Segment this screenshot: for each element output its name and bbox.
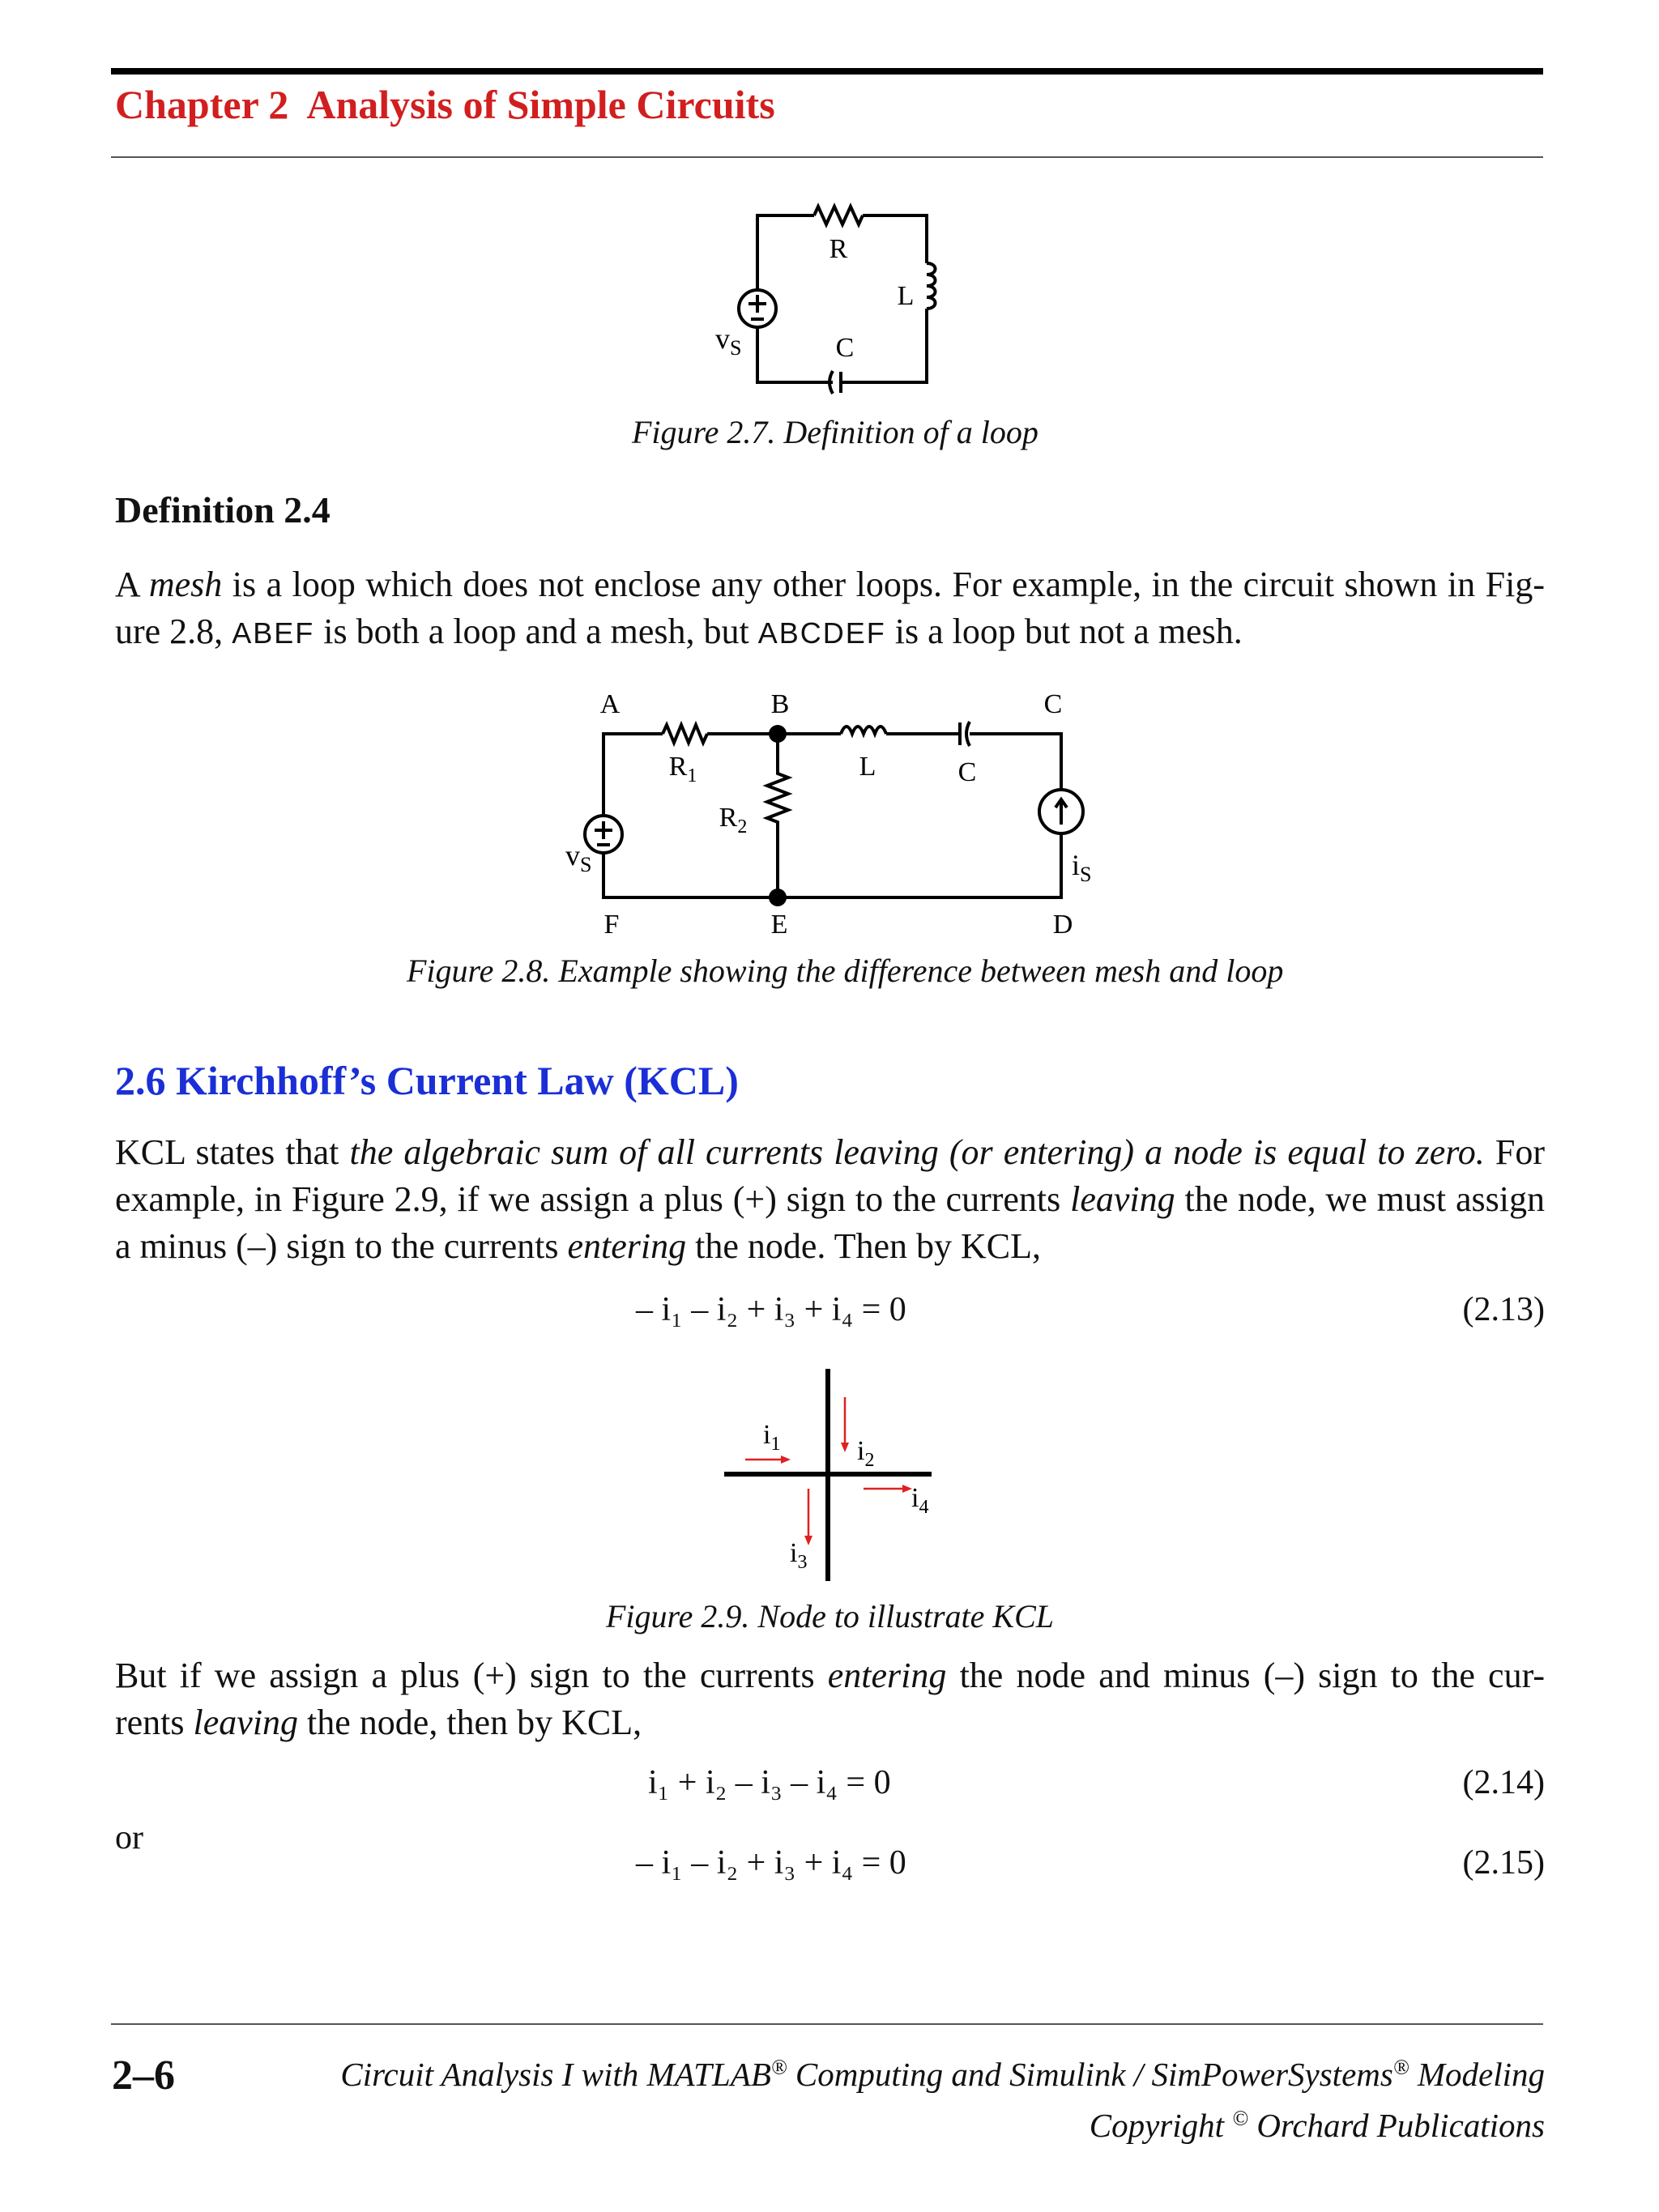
fig28-node-c: C xyxy=(1043,689,1063,719)
figure-2-7-caption: Figure 2.7. Definition of a loop xyxy=(632,414,1038,450)
figure-2-9-node xyxy=(713,1369,988,1588)
equation-number-2-15: (2.15) xyxy=(1462,1844,1545,1882)
chapter-name: Analysis of Simple Circuits xyxy=(306,82,775,127)
header-bottom-rule xyxy=(111,156,1543,158)
fig28-label-r1: $R_1$ xyxy=(668,752,697,786)
figure-2-8-circuit xyxy=(551,688,1118,948)
fig28-label-vs: $v_S$ xyxy=(565,839,592,876)
kcl-line-1: KCL states that the algebraic sum of all currents leaving (or entering) a node is equal to zero. For xyxy=(115,1132,1546,1172)
fig28-node-d: D xyxy=(1052,910,1073,940)
equation-number-2-14: (2.14) xyxy=(1462,1764,1545,1801)
chapter-title xyxy=(115,81,793,128)
definition-paragraph xyxy=(115,561,1545,657)
fig29-label-i3: $i_3$ xyxy=(790,1538,808,1573)
fig29-label-i2: $i_2$ xyxy=(857,1436,875,1471)
equation-2-15: – i₁ – i₂ + i₃ + i₄ = 0 xyxy=(636,1844,906,1882)
footer-rule xyxy=(111,2023,1543,2025)
kcl-line-3: a minus (–) sign to the currents entering the node. Then by KCL, xyxy=(115,1226,1041,1266)
equation-number-2-13: (2.13) xyxy=(1462,1291,1545,1328)
fig28-label-r2: $R_2$ xyxy=(719,803,748,837)
section-heading: 2.6 Kirchhoff’s Current Law (KCL) xyxy=(115,1058,739,1103)
kcl2-line-2: rents leaving the node, then by KCL, xyxy=(115,1703,642,1742)
definition-line-1: A mesh is a loop which does not enclose any other loops. For example, in the circuit shown in Fig- xyxy=(115,565,1545,604)
fig29-label-i4: $i_4$ xyxy=(911,1483,929,1518)
fig28-label-l: L xyxy=(859,752,876,782)
kcl2-line-1: But if we assign a plus (+) sign to the currents entering the node and minus (–) sign to the cur- xyxy=(115,1656,1545,1695)
fig28-node-b: B xyxy=(770,689,790,719)
fig28-node-e: E xyxy=(770,910,788,940)
definition-heading: Definition 2.4 xyxy=(115,489,331,531)
figure-2-7-circuit xyxy=(689,194,996,397)
fig27-label-vs: $v_S$ xyxy=(715,322,742,360)
equation-2-13: – i₁ – i₂ + i₃ + i₄ = 0 xyxy=(636,1291,906,1328)
fig27-label-r: R xyxy=(829,234,848,264)
footer-book-title: Circuit Analysis I with MATLAB® Computing and Simulink / SimPowerSystems® Modeling xyxy=(340,2055,1545,2093)
fig27-label-l: L xyxy=(897,281,915,311)
kcl-paragraph xyxy=(115,1129,1545,1270)
equation-2-14: i₁ + i₂ – i₃ – i₄ = 0 xyxy=(648,1764,891,1801)
fig28-node-a: A xyxy=(599,689,621,719)
figure-2-9-caption: Figure 2.9. Node to illustrate KCL xyxy=(606,1598,1054,1634)
fig28-node-f: F xyxy=(603,910,620,940)
fig28-label-c: C xyxy=(957,757,977,787)
fig28-label-is: $i_S$ xyxy=(1072,849,1092,886)
figure-2-8-caption: Figure 2.8. Example showing the difference between mesh and loop xyxy=(407,953,1284,989)
fig29-label-i1: $i_1$ xyxy=(763,1420,781,1455)
footer-copyright: Copyright © Orchard Publications xyxy=(1089,2106,1545,2144)
kcl-paragraph-2 xyxy=(115,1652,1545,1746)
chapter-label: Chapter 2 xyxy=(115,82,289,127)
page-number: 2–6 xyxy=(112,2052,175,2099)
kcl-line-2: example, in Figure 2.9, if we assign a plus (+) sign to the currents leaving the node, we must assign xyxy=(115,1179,1545,1219)
fig27-label-c: C xyxy=(835,333,855,363)
definition-line-2: ure 2.8, ABEF is both a loop and a mesh, but ABCDEF is a loop but not a mesh. xyxy=(115,612,1243,651)
header-top-rule xyxy=(111,68,1543,75)
or-connector: or xyxy=(115,1819,143,1856)
